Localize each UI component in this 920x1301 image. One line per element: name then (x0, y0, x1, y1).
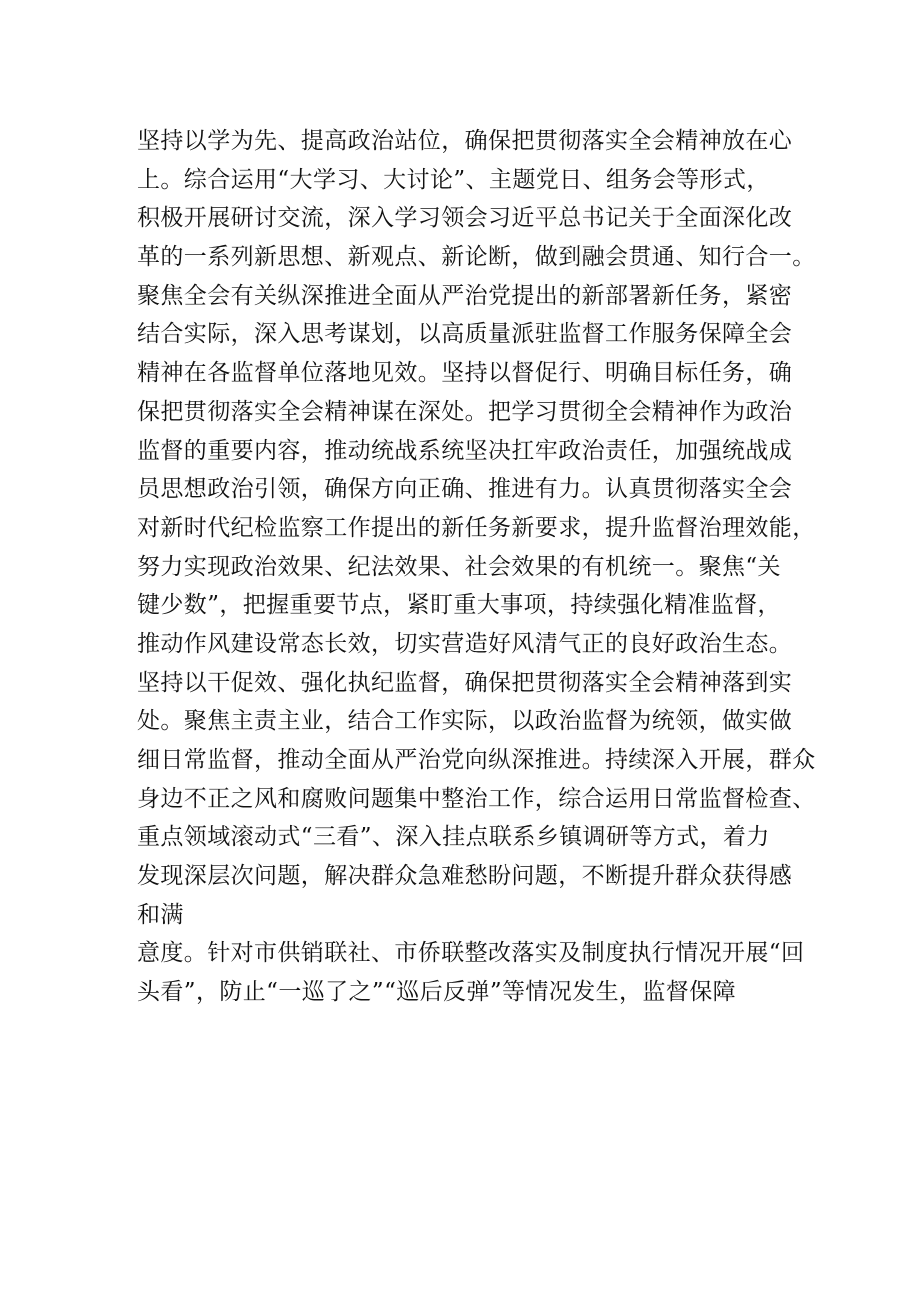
text-line: 头看”，防止“一巡了之”“巡后反弹”等情况发生，监督保障 (137, 979, 736, 1006)
text-line: 保把贯彻落实全会精神谋在深处。把学习贯彻全会精神作为政治 (137, 398, 793, 425)
text-line: 坚持以学为先、提高政治站位，确保把贯彻落实全会精神放在心 (137, 128, 793, 154)
text-line: 精神在各监督单位落地见效。坚持以督促行、明确目标任务，确 (137, 360, 793, 387)
text-line: 重点领域滚动式“三看”、深入挂点联系乡镇调研等方式，着力 (137, 824, 770, 851)
text-line: 聚焦全会有关纵深推进全面从严治党提出的新部署新任务，紧密 (137, 282, 793, 309)
text-line: 推动作风建设常态长效，切实营造好风清气正的良好政治生态。 (137, 630, 793, 657)
text-line: 上。综合运用“大学习、大讨论”、主题党日、组务会等形式， (137, 166, 770, 193)
text-line: 发现深层次问题，解决群众急难愁盼问题，不断提升群众获得感 (137, 863, 793, 890)
text-line: 革的一系列新思想、新观点、新论断，做到融会贯通、知行合一。 (137, 244, 816, 271)
text-line: 身边不正之风和腐败问题集中整治工作，综合运用日常监督检查、 (137, 785, 816, 812)
text-line: 细日常监督，推动全面从严治党向纵深推进。持续深入开展，群众 (137, 747, 816, 773)
text-line: 键少数”，把握重要节点，紧盯重大事项，持续强化精准监督， (137, 592, 781, 619)
text-line: 和满 (137, 901, 184, 928)
text-line: 员思想政治引领，确保方向正确、推进有力。认真贯彻落实全会 (137, 476, 793, 503)
text-line: 处。聚焦主责主业，结合工作实际，以政治监督为统领，做实做 (137, 708, 793, 735)
text-line: 结合实际，深入思考谋划，以高质量派驻监督工作服务保障全会 (137, 321, 793, 348)
text-line: 坚持以干促效、强化执纪监督，确保把贯彻落实全会精神落到实 (137, 669, 793, 696)
text-line: 对新时代纪检监察工作提出的新任务新要求，提升监督治理效能， (137, 514, 816, 541)
text-line: 监督的重要内容，推动统战系统坚决扛牢政治责任，加强统战成 (137, 437, 793, 464)
body-text (137, 122, 817, 1012)
text-line: 努力实现政治效果、纪法效果、社会效果的有机统一。聚焦“关 (137, 553, 781, 580)
text-line: 意度。针对市供销联社、市侨联整改落实及制度执行情况开展“回 (137, 940, 805, 967)
text-line: 积极开展研讨交流，深入学习领会习近平总书记关于全面深化改 (137, 205, 793, 232)
